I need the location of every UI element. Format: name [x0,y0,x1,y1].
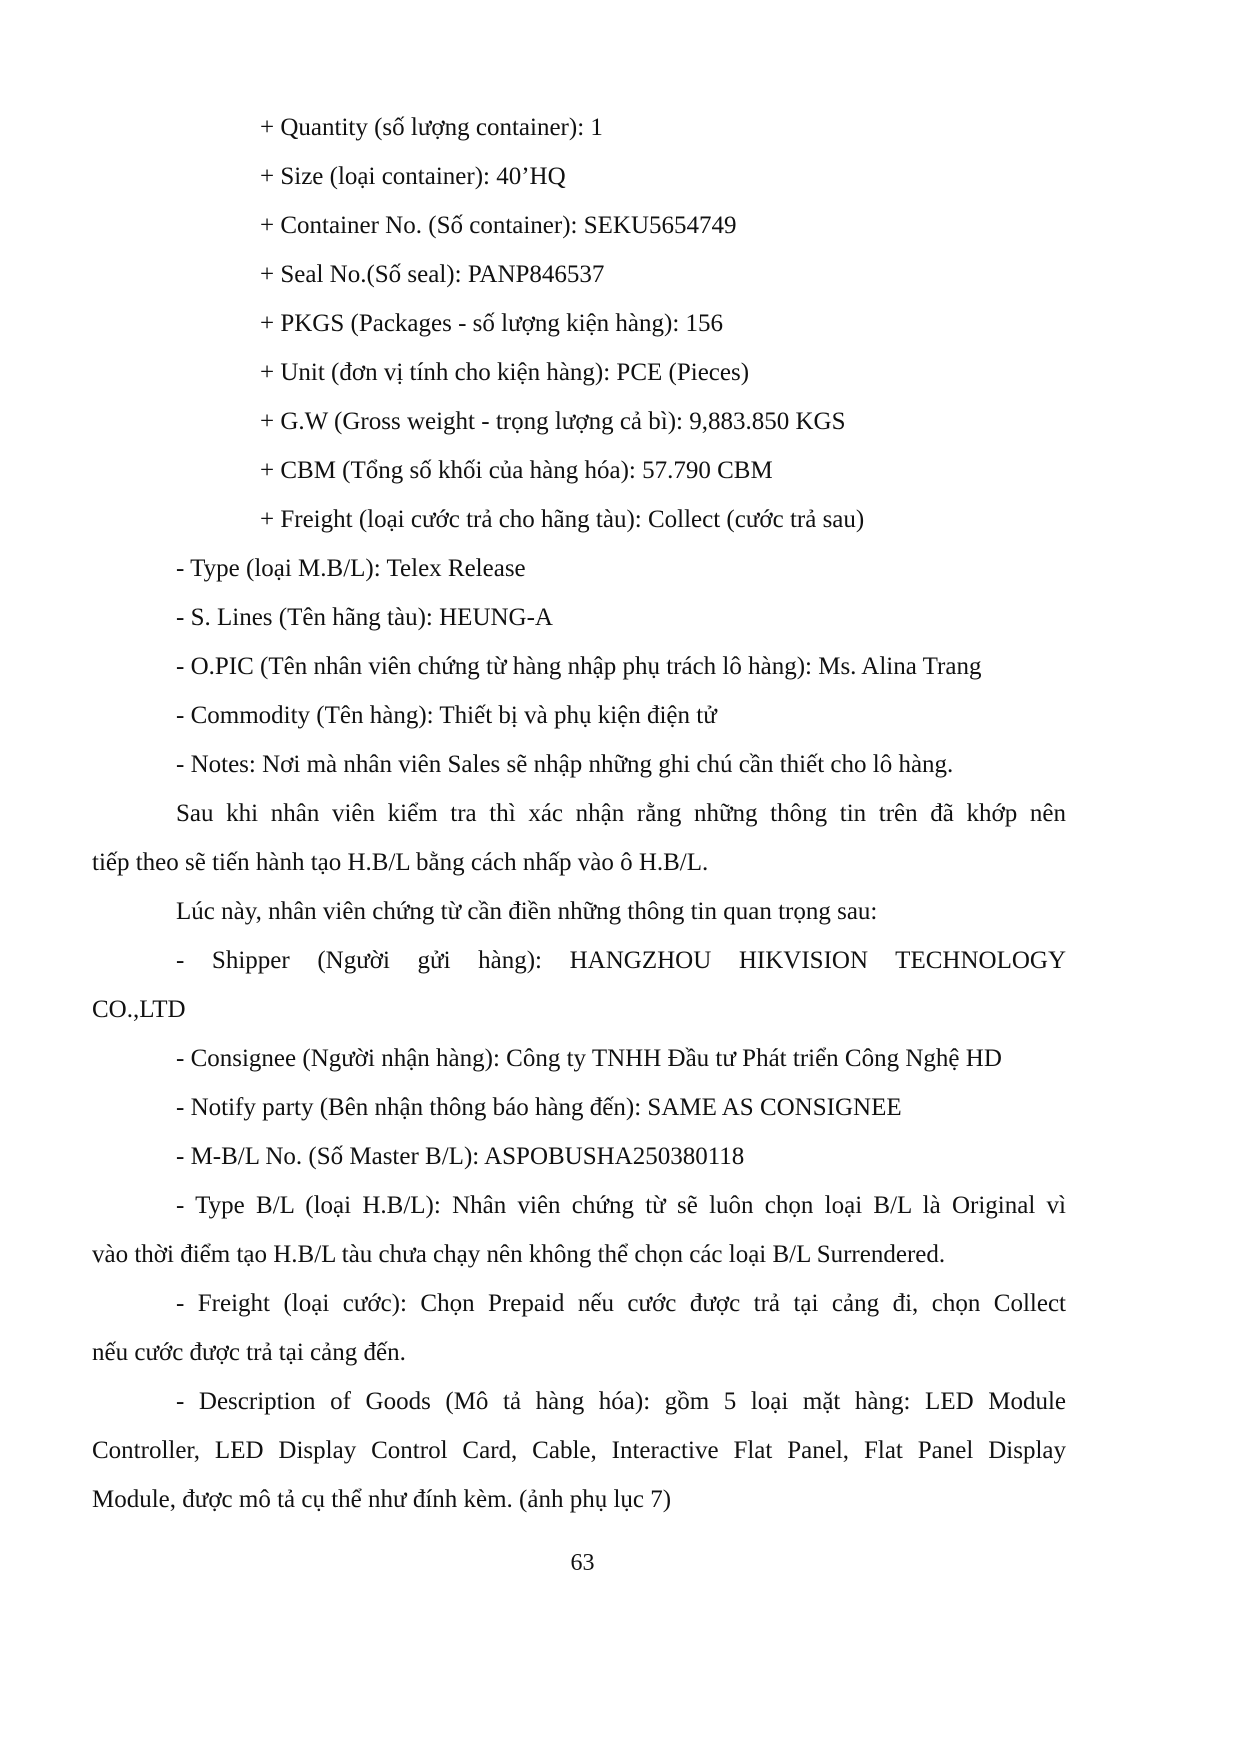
container-quantity: + Quantity (số lượng container): 1 [260,114,603,141]
description-line1: - Description of Goods (Mô tả hàng hóa): gồm 5 loại mặt hàng: LED Module [176,1388,1066,1415]
packages-count: + PKGS (Packages - số lượng kiện hàng): 156 [260,310,724,337]
gross-weight: + G.W (Gross weight - trọng lượng cả bì): 9,883.850 KGS [260,408,846,435]
description-line2: Controller, LED Display Control Card, Cable, Interactive Flat Panel, Flat Panel Display [92,1437,1066,1464]
freight-line1: - Freight (loại cước): Chọn Prepaid nếu cước được trả tại cảng đi, chọn Collect [176,1290,1066,1317]
description-line3: Module, được mô tả cụ thể như đính kèm. (ảnh phụ lục 7) [92,1486,672,1513]
commodity: - Commodity (Tên hàng): Thiết bị và phụ kiện điện tử [176,702,717,729]
page-number: 63 [570,1550,595,1576]
seal-number: + Seal No.(Số seal): PANP846537 [260,261,605,288]
shipper-line2: CO.,LTD [92,996,186,1023]
cbm-volume: + CBM (Tổng số khối của hàng hóa): 57.790 CBM [260,457,773,484]
operations-pic: - O.PIC (Tên nhân viên chứng từ hàng nhập phụ trách lô hàng): Ms. Alina Trang [176,653,982,680]
notify-party: - Notify party (Bên nhận thông báo hàng đến): SAME AS CONSIGNEE [176,1094,902,1121]
consignee: - Consignee (Người nhận hàng): Công ty TNHH Đầu tư Phát triển Công Nghệ HD [176,1045,1002,1072]
freight-line2: nếu cước được trả tại cảng đến. [92,1339,406,1366]
check-paragraph-line2: tiếp theo sẽ tiến hành tạo H.B/L bằng cách nhấp vào ô H.B/L. [92,849,709,876]
notes: - Notes: Nơi mà nhân viên Sales sẽ nhập những ghi chú cần thiết cho lô hàng. [176,751,954,778]
mbl-type: - Type (loại M.B/L): Telex Release [176,555,526,582]
type-bl-line1: - Type B/L (loại H.B/L): Nhân viên chứng từ sẽ luôn chọn loại B/L là Original vì [176,1192,1066,1219]
container-size: + Size (loại container): 40’HQ [260,163,566,190]
freight-type-container: + Freight (loại cước trả cho hãng tàu): Collect (cước trả sau) [260,506,865,533]
container-number: + Container No. (Số container): SEKU5654749 [260,212,737,239]
shipper-line1: - Shipper (Người gửi hàng): HANGZHOU HIKVISION TECHNOLOGY [176,947,1066,974]
package-unit: + Unit (đơn vị tính cho kiện hàng): PCE (Pieces) [260,359,750,386]
shipping-line: - S. Lines (Tên hãng tàu): HEUNG-A [176,604,553,631]
check-paragraph-line1: Sau khi nhân viên kiểm tra thì xác nhận rằng những thông tin trên đã khớp nên [176,800,1066,827]
master-bl-number: - M-B/L No. (Số Master B/L): ASPOBUSHA250380118 [176,1143,745,1170]
type-bl-line2: vào thời điểm tạo H.B/L tàu chưa chạy nên không thể chọn các loại B/L Surrendered. [92,1241,946,1268]
intro-paragraph: Lúc này, nhân viên chứng từ cần điền những thông tin quan trọng sau: [176,898,878,925]
